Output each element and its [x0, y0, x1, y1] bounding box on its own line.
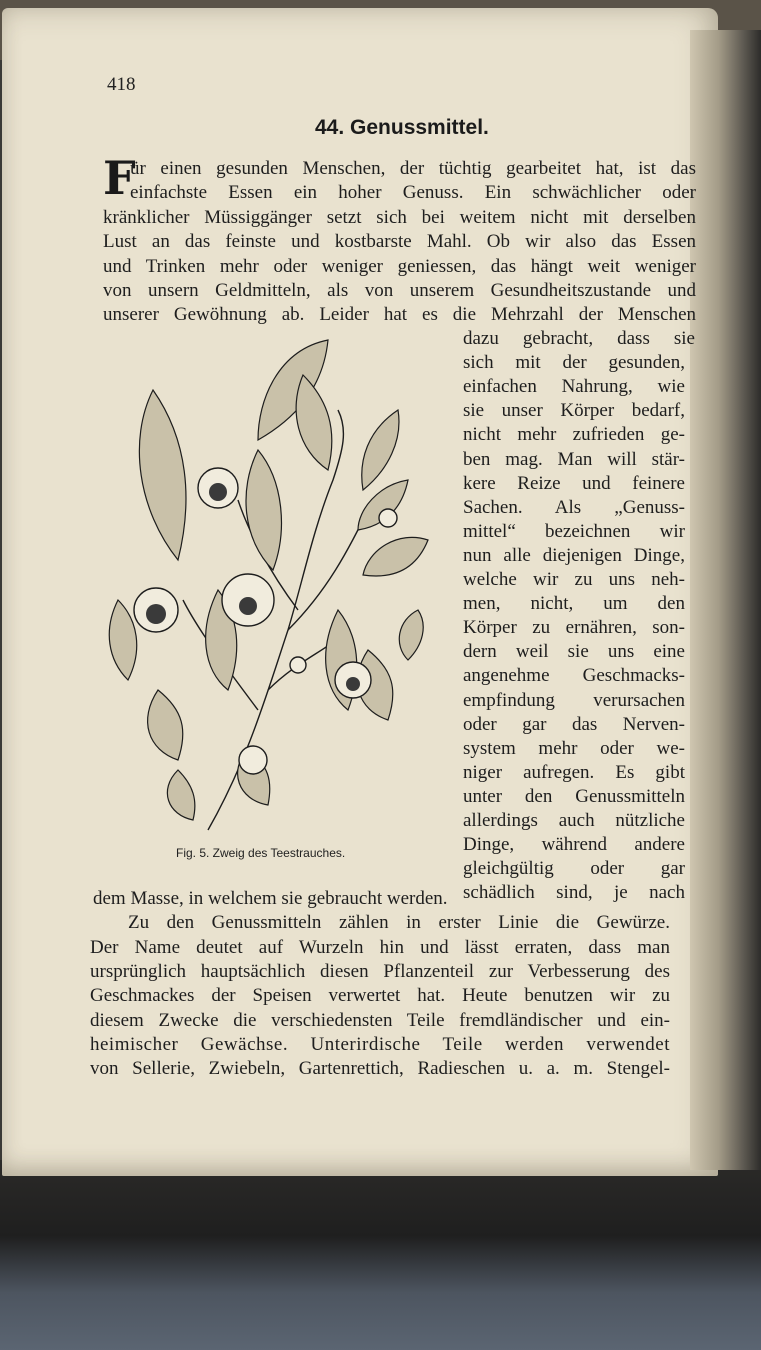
text-line: kränklicher Müssiggänger setzt sich bei weitem nicht mit derselben [103, 207, 696, 228]
tea-branch-illustration [98, 330, 454, 840]
column-text-line: men, nicht, um den [463, 593, 685, 615]
text-line: Lust an das feinste und kostbarste Mahl. Ob wir also das Essen [103, 231, 696, 252]
text-line: heimischer Gewächse. Unterirdische Teile werden verwendet [90, 1034, 670, 1055]
text-line: ür einen gesunden Menschen, der tüchtig gearbeitet hat, ist das [130, 158, 696, 179]
text-line: von Sellerie, Zwiebeln, Gartenrettich, Radieschen u. a. m. Stengel- [90, 1058, 670, 1079]
column-text-line: schädlich sind, je nach [463, 882, 685, 904]
column-text-line: dazu gebracht, dass sie [463, 328, 695, 349]
text-line: und Trinken mehr oder weniger geniessen, das hängt weit weniger [103, 256, 696, 277]
column-text-line: Sachen. Als „Genuss- [463, 496, 685, 518]
text-line: Der Name deutet auf Wurzeln hin und lässt erraten, dass man [90, 937, 670, 958]
column-text-line: dern weil sie uns eine [463, 641, 685, 663]
text-line: von unsern Geldmitteln, als von unserem Gesundheitszustande und [103, 280, 696, 301]
column-text-line: gleichgültig oder gar [463, 858, 685, 880]
column-text-line: einfachen Nahrung, wie [463, 376, 685, 398]
chapter-title: 44. Genussmittel. [315, 116, 489, 139]
column-text-line: kere Reize und feinere [463, 472, 685, 494]
column-text-line: angenehme Geschmacks- [463, 665, 685, 687]
column-text-line: nicht mehr zufrieden ge- [463, 424, 685, 446]
column-text-line: welche wir zu uns neh- [463, 569, 685, 590]
figure-caption: Fig. 5. Zweig des Teestrauches. [176, 846, 346, 860]
text-line: dem Masse, in welchem sie gebraucht werden. [93, 888, 448, 909]
column-text-line: Körper zu ernähren, son- [463, 617, 685, 639]
column-text-line: mittel“ bezeichnen wir [463, 520, 685, 542]
text-line: Geschmackes der Speisen verwertet hat. Heute benutzen wir zu [90, 985, 670, 1006]
text-line: unserer Gewöhnung ab. Leider hat es die Mehrzahl der Menschen [103, 304, 696, 325]
column-text-line: empfindung verursachen [463, 689, 685, 711]
text-line: Zu den Genussmitteln zählen in erster Linie die Gewürze. [128, 912, 670, 933]
column-text-line: Dinge, während andere [463, 834, 685, 856]
column-text-line: sie unser Körper bedarf, [463, 400, 685, 422]
column-text-line: niger aufregen. Es gibt [463, 761, 685, 783]
column-text-line: system mehr oder we- [463, 737, 685, 759]
column-text-line: allerdings auch nützliche [463, 810, 685, 831]
text-line: ursprünglich hauptsächlich diesen Pflanzenteil zur Verbesserung des [90, 961, 670, 982]
column-text-line: sich mit der gesunden, [463, 352, 685, 374]
book-spine-shadow [690, 30, 761, 1170]
drop-capital: F [103, 151, 136, 205]
text-line: diesem Zwecke die verschiedensten Teile fremdländischer und ein- [90, 1010, 670, 1031]
column-text-line: unter den Genussmitteln [463, 785, 685, 807]
column-text-line: nun alle diejenigen Dinge, [463, 544, 685, 566]
column-text-line: oder gar das Nerven- [463, 713, 685, 735]
page-number: 418 [107, 74, 136, 95]
background-lap [0, 1160, 761, 1350]
text-line: einfachste Essen ein hoher Genuss. Ein schwächlicher oder [130, 182, 696, 203]
column-text-line: ben mag. Man will stär- [463, 448, 685, 470]
